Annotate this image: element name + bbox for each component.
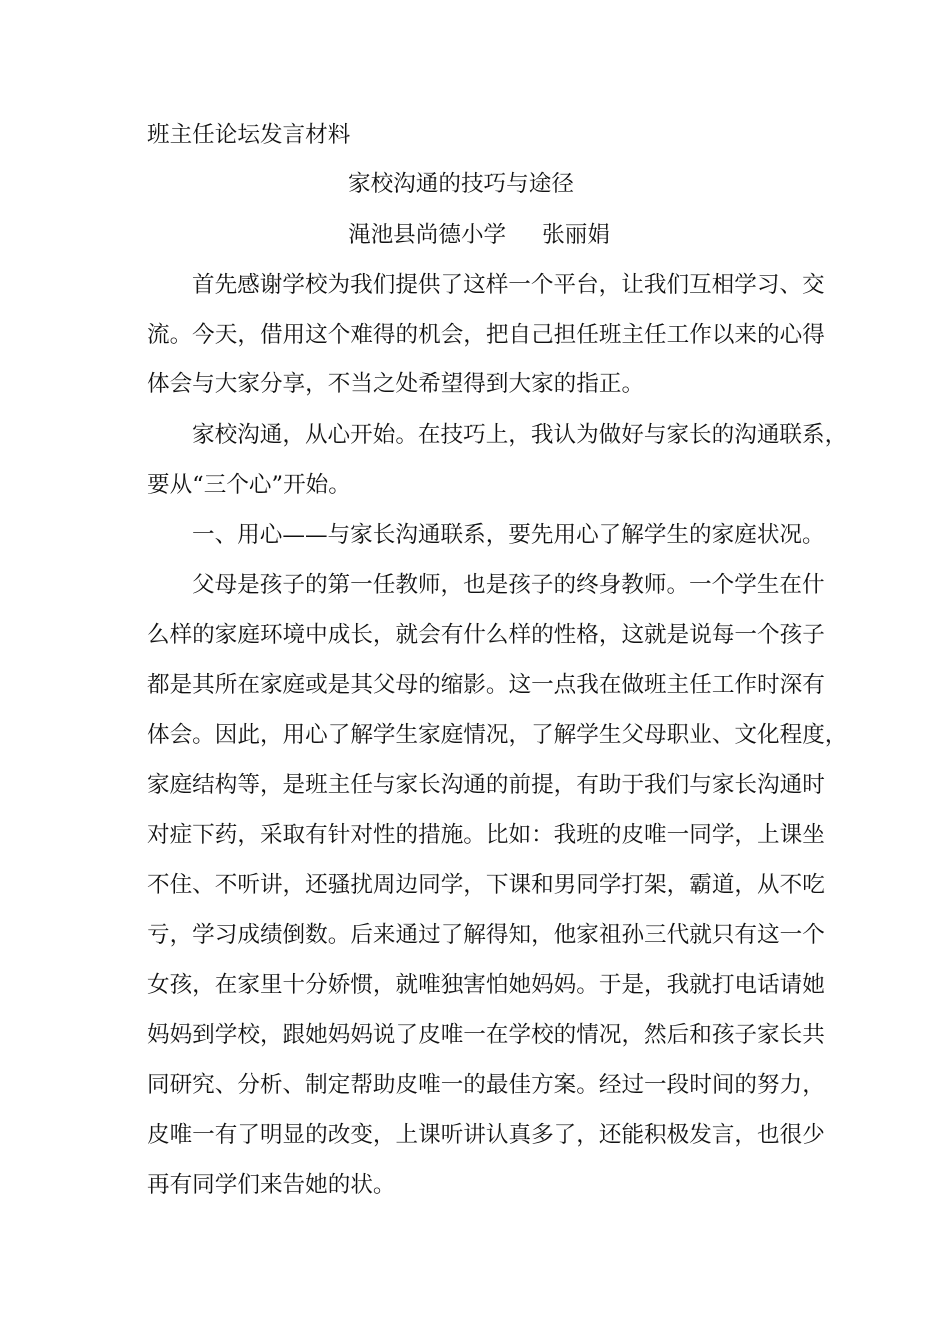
paragraph-line: 家庭结构等，是班主任与家长沟通的前提，有助于我们与家长沟通时: [147, 772, 825, 798]
paragraph-line: 亏，学习成绩倒数。后来通过了解得知，他家祖孙三代就只有这一个: [147, 922, 825, 948]
section-heading: 一、用心——与家长沟通联系，要先用心了解学生的家庭状况。: [192, 522, 825, 548]
paragraph-line: 首先感谢学校为我们提供了这样一个平台，让我们互相学习、交: [192, 272, 825, 298]
paragraph-line: 都是其所在家庭或是其父母的缩影。这一点我在做班主任工作时深有: [147, 672, 825, 698]
paragraph-line: 家校沟通，从心开始。在技巧上，我认为做好与家长的沟通联系，: [192, 422, 848, 448]
paragraph-line: 要从“三个心”开始。: [147, 472, 351, 498]
paragraph-line: 女孩，在家里十分娇惯，就唯独害怕她妈妈。于是，我就打电话请她: [147, 972, 825, 998]
author-line: [348, 220, 610, 250]
paragraph-line: 再有同学们来告她的状。: [147, 1172, 396, 1198]
paragraph-line: 父母是孩子的第一任教师，也是孩子的终身教师。一个学生在什: [192, 572, 825, 598]
paragraph-line: 皮唯一有了明显的改变，上课听讲认真多了，还能积极发言，也很少: [147, 1122, 825, 1148]
paragraph-line: 流。今天，借用这个难得的机会，把自己担任班主任工作以来的心得: [147, 322, 825, 348]
paragraph-line: 妈妈到学校，跟她妈妈说了皮唯一在学校的情况，然后和孩子家长共: [147, 1022, 825, 1048]
paragraph-line: 么样的家庭环境中成长，就会有什么样的性格，这就是说每一个孩子: [147, 622, 825, 648]
paragraph-line: 体会。因此，用心了解学生家庭情况，了解学生父母职业、文化程度，: [147, 722, 848, 748]
author-school: 渑池县尚德小学: [348, 222, 507, 248]
paragraph-line: 不住、不听讲，还骚扰周边同学，下课和男同学打架，霸道，从不吃: [147, 872, 825, 898]
paragraph-line: 体会与大家分享，不当之处希望得到大家的指正。: [147, 371, 645, 397]
author-name: 张丽娟: [542, 222, 610, 248]
document-label: 班主任论坛发言材料: [147, 122, 351, 148]
paragraph-line: 同研究、分析、制定帮助皮唯一的最佳方案。经过一段时间的努力，: [147, 1072, 825, 1098]
paragraph-line: 对症下药，采取有针对性的措施。比如：我班的皮唯一同学，上课坐: [147, 822, 825, 848]
document-title: 家校沟通的技巧与途径: [348, 171, 574, 197]
